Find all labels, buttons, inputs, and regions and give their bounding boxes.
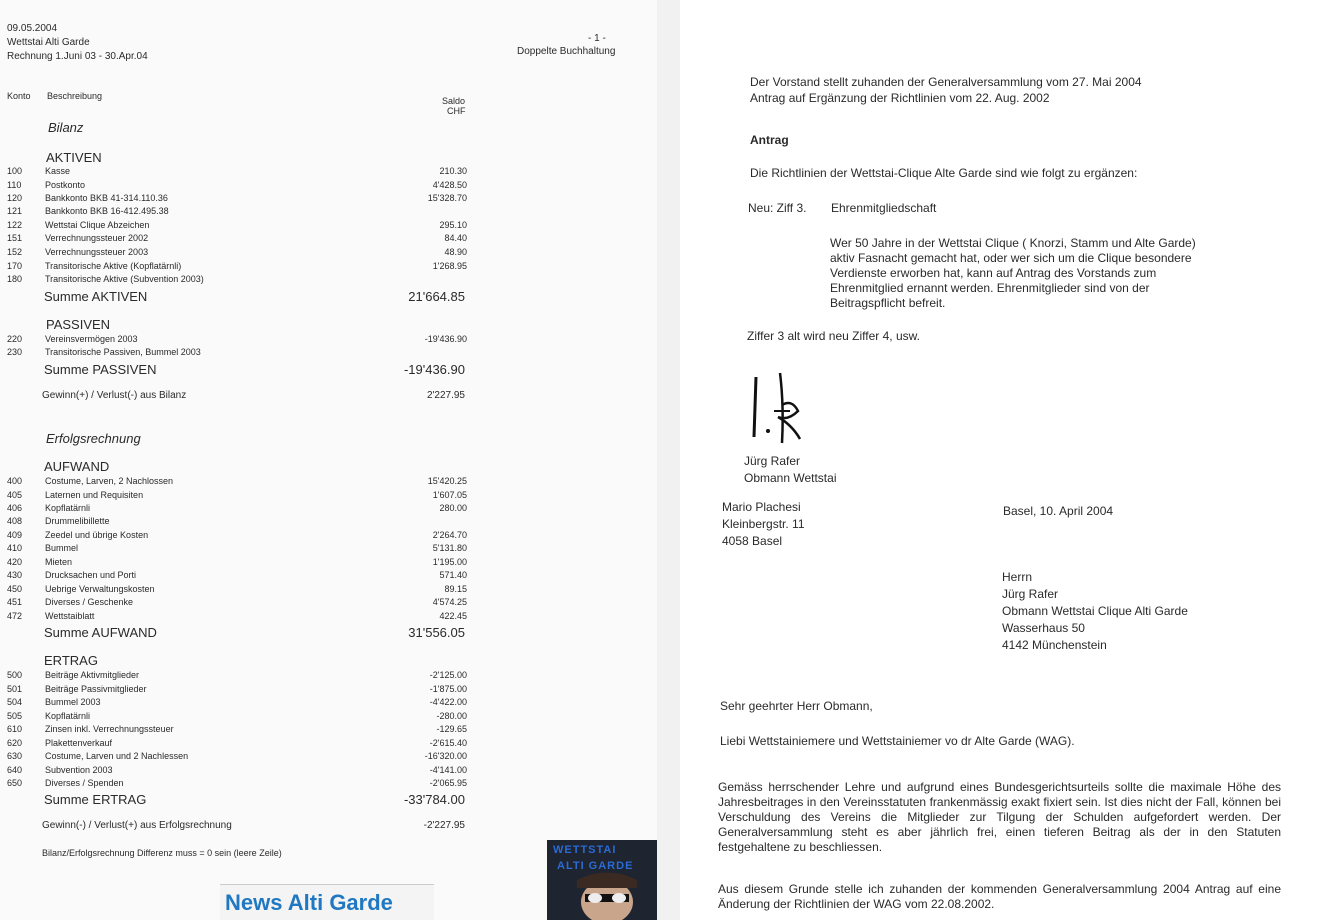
intro-line-2: Antrag auf Ergänzung der Richtlinien vom 22. Aug. 2002 [750,91,1050,105]
recipient-line: Wasserhaus 50 [1002,621,1085,635]
table-row: 630 Costume, Larven und 2 Nachlessen -16'320.00 [7,751,467,761]
table-row: 500 Beiträge Aktivmitglieder -2'125.00 [7,670,467,680]
sum-aufwand: Summe AUFWAND 31'556.05 [44,625,465,640]
table-row: 650 Diverses / Spenden -2'065.95 [7,778,467,788]
table-row: 409 Zeedel und übrige Kosten 2'264.70 [7,530,467,540]
header-date: 09.05.2004 [7,23,58,34]
table-row: 504 Bummel 2003 -4'422.00 [7,697,467,707]
table-row: 408 Drummelibillette [7,516,110,526]
sender-city: 4058 Basel [722,534,783,548]
passiven-title: PASSIVEN [46,317,111,332]
differenz-note: Bilanz/Erfolgsrechnung Differenz muss = 0 sein (leere Zeile) [42,848,282,858]
table-row: 121 Bankkonto BKB 16-412.495.38 [7,206,169,216]
header-page: - 1 - [588,33,606,44]
gewinn-bilanz: Gewinn(+) / Verlust(-) aus Bilanz 2'227.95 [42,390,465,401]
accounting-sheet-page [0,0,657,920]
sum-passiven: Summe PASSIVEN -19'436.90 [44,362,465,377]
intro-line-1: Der Vorstand stellt zuhanden der Generalversammlung vom 27. Mai 2004 [750,75,1142,89]
neu-title: Ehrenmitgliedschaft [831,201,937,215]
aktiven-title: AKTIVEN [46,150,102,165]
body-paragraph-2: Aus diesem Grunde stelle ich zuhanden der kommenden Generalversammlung 2004 Antrag auf eine Änderung der Richtlinien der WAG vom 22.08.2002. [718,882,1281,911]
table-row: 122 Wettstai Clique Abzeichen 295.10 [7,220,467,230]
table-row: 501 Beiträge Passivmitglieder -1'875.00 [7,684,467,694]
table-row: 400 Costume, Larven, 2 Nachlossen 15'420.25 [7,476,467,486]
table-row: 152 Verrechnungssteuer 2003 48.90 [7,247,467,257]
signer-name: Jürg Rafer [744,454,801,468]
salutation: Sehr geehrter Herr Obmann, [720,699,873,713]
table-row: 230 Transitorische Passiven, Bummel 2003 [7,347,201,357]
table-row: 110 Postkonto 4'428.50 [7,180,467,190]
table-row: 420 Mieten 1'195.00 [7,557,467,567]
ergaenzen-line: Die Richtlinien der Wettstai-Clique Alte Garde sind wie folgt zu ergänzen: [750,166,1138,180]
table-row: 430 Drucksachen und Porti 571.40 [7,570,467,580]
recipient-line: Obmann Wettstai Clique Alti Garde [1002,604,1188,618]
table-row: 640 Subvention 2003 -4'141.00 [7,765,467,775]
col-beschreibung: Beschreibung [47,91,103,101]
table-row: 405 Laternen und Requisiten 1'607.05 [7,490,467,500]
news-banner-text: News Alti Garde [225,890,393,915]
table-row: 451 Diverses / Geschenke 4'574.25 [7,597,467,607]
sum-aktiven: Summe AKTIVEN 21'664.85 [44,289,465,304]
table-row: 100 Kasse 210.30 [7,166,467,176]
news-banner [220,884,434,920]
recipient-line: Herrn [1002,570,1033,584]
table-row: 450 Uebrige Verwaltungskosten 89.15 [7,584,467,594]
table-row: 620 Plakettenverkauf -2'615.40 [7,738,467,748]
table-row: 120 Bankkonto BKB 41-314.110.36 15'328.70 [7,193,467,203]
sender-street: Kleinbergstr. 11 [722,517,805,531]
place-date: Basel, 10. April 2004 [1003,504,1114,518]
header-period: Rechnung 1.Juni 03 - 30.Apr.04 [7,51,148,62]
gewinn-erfolgsrechnung: Gewinn(-) / Verlust(+) aus Erfolgsrechnung -2'227.95 [42,820,465,831]
neu-ziff: Neu: Ziff 3. [748,201,807,215]
table-row: 220 Vereinsvermögen 2003 -19'436.90 [7,334,467,344]
table-row: 472 Wettstaiblatt 422.45 [7,611,467,621]
signer-title: Obmann Wettstai [744,471,837,485]
body-paragraph-1: Gemäss herrschender Lehre und aufgrund eines Bundesgerichtsurteils sollte die maximale Höhe des Jahresbeitrages in den Vereinsstatuten frankenmässig exakt fixiert sein. Ist dies nicht der Fall, können bei Verschuldung des Vereins die Mitglieder zur Tilgung der Schulden aufgefordert werden. Der Generalversammlung steht es aber jährlich frei, einen tieferen Beitrag als der in den Statuten festgehaltene zu beschliessen. [718,780,1281,854]
ziffer-note: Ziffer 3 alt wird neu Ziffer 4, usw. [747,329,920,343]
bilanz-title: Bilanz [48,120,84,135]
sum-ertrag: Summe ERTRAG -33'784.00 [44,792,465,807]
col-konto: Konto [7,91,31,101]
header-org: Wettstai Alti Garde [7,37,90,48]
recipient-line: Jürg Rafer [1002,587,1059,601]
erfolgsrechnung-title: Erfolgsrechnung [46,431,141,446]
sender-name: Mario Plachesi [722,500,801,514]
table-row: 170 Transitorische Aktive (Kopflatärnli) 1'268.95 [7,261,467,271]
table-row: 610 Zinsen inkl. Verrechnungssteuer -129.65 [7,724,467,734]
aufwand-title: AUFWAND [44,459,110,474]
clique-logo-image [547,840,657,920]
header-type: Doppelte Buchhaltung [517,46,616,57]
greeting-line: Liebi Wettstainiemere und Wettstainiemer vo dr Alte Garde (WAG). [720,734,1075,748]
table-row: 151 Verrechnungssteuer 2002 84.40 [7,233,467,243]
ehrenmitglied-paragraph: Wer 50 Jahre in der Wettstai Clique ( Knorzi, Stamm und Alte Garde) aktiv Fasnacht gemacht hat, oder wer sich um die Clique besondere Verdienste erworben hat, kann auf Antrag des Vorstands zum Ehrenmitglied ernannt werden. Ehrenmitglieder sind von der Beitragspflicht befreit. [830,236,1196,310]
recipient-line: 4142 Münchenstein [1002,638,1107,652]
mask-face-icon [547,840,657,920]
col-chf: CHF [447,106,466,116]
table-row: 406 Kopflatärnli 280.00 [7,503,467,513]
col-saldo: Saldo [442,96,466,106]
signature-image [748,365,818,450]
logo-text-line1: WETTSTAI [553,844,617,856]
page-gutter [657,0,680,920]
table-row: 180 Transitorische Aktive (Subvention 2003) [7,274,204,284]
table-row: 410 Bummel 5'131.80 [7,543,467,553]
table-row: 505 Kopflatärnli -280.00 [7,711,467,721]
antrag-heading: Antrag [750,133,789,147]
logo-text-line2: ALTI GARDE [557,860,634,872]
ertrag-title: ERTRAG [44,653,98,668]
letter-page [680,0,1342,920]
